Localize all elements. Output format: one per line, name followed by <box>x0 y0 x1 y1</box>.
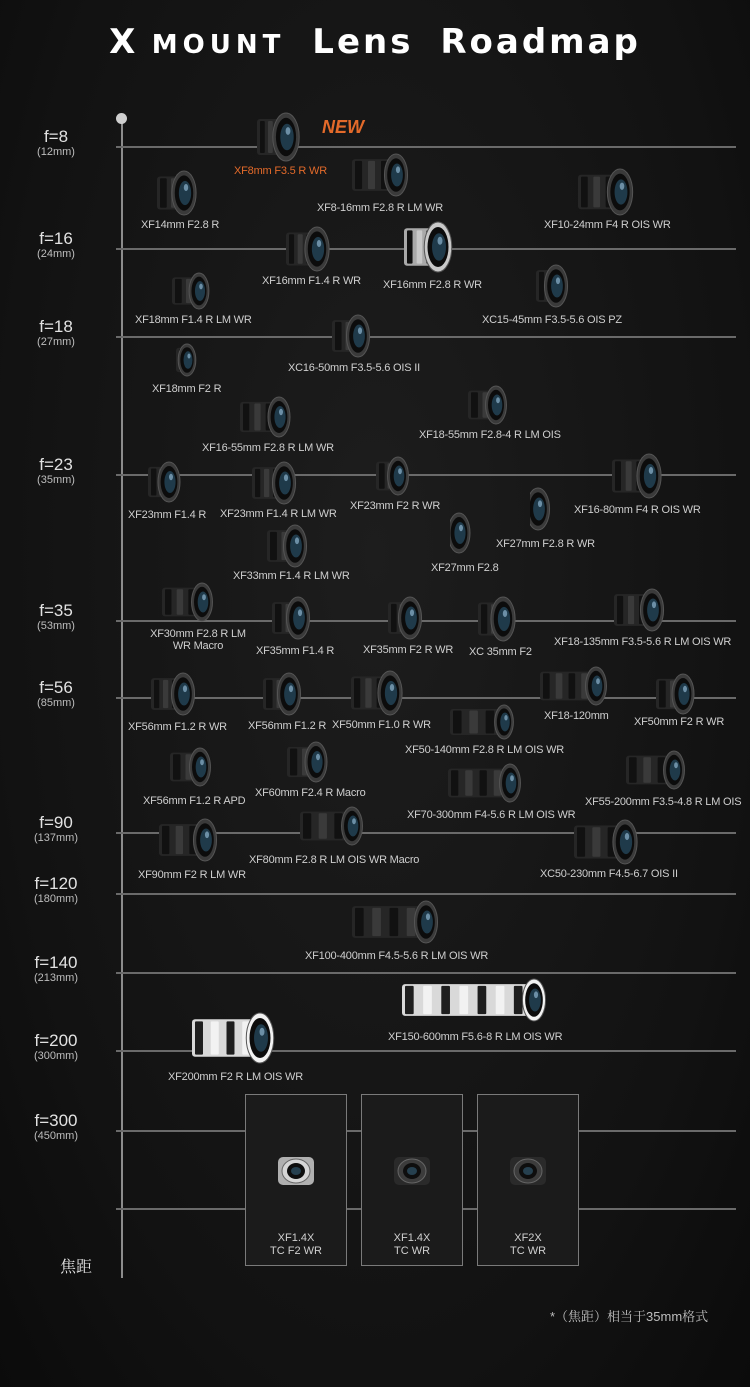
equivalent-mm-label: (213mm) <box>33 972 78 984</box>
lens-image <box>446 763 530 803</box>
lens-name-label: XF16mm F2.8 R WR <box>383 279 482 291</box>
focal-row-line <box>116 146 736 148</box>
lens-image <box>155 170 207 216</box>
equivalent-mm-label: (12mm) <box>37 146 75 158</box>
lens-image <box>265 524 317 568</box>
lens-name-label: XF70-300mm F4-5.6 R LM OIS WR <box>407 809 576 821</box>
focal-length-label: f=90 <box>39 813 73 832</box>
lens-name-label: XF90mm F2 R LM WR <box>138 869 246 881</box>
lens-image <box>298 806 372 846</box>
lens-name-label: XF35mm F1.4 R <box>256 645 335 657</box>
lens-image <box>448 704 522 740</box>
focal-length-label: f=18 <box>39 317 73 336</box>
title-lens: Lens <box>312 22 414 62</box>
focal-row-label <box>0 456 112 487</box>
lens-name-label: XF23mm F1.4 R LM WR <box>220 508 337 520</box>
focal-length-label: f=120 <box>34 874 78 893</box>
lens-name-label: XF200mm F2 R LM OIS WR <box>168 1071 303 1083</box>
lens-name-label: XF16-80mm F4 R OIS WR <box>574 504 701 516</box>
lens-image <box>612 588 674 632</box>
focal-row-label <box>0 1032 112 1063</box>
focal-row-label <box>0 679 112 710</box>
lens-name-label: XF8mm F3.5 R WR <box>234 165 327 177</box>
lens-image <box>534 264 578 308</box>
lens-image <box>624 750 694 790</box>
lens-image <box>374 456 418 496</box>
lens-image <box>654 673 704 715</box>
lens-image <box>400 978 556 1022</box>
lens-name-label: XF18-55mm F2.8-4 R LM OIS <box>419 429 561 441</box>
teleconverter-label-line2: TC WR <box>393 1245 431 1257</box>
equivalent-mm-label: (450mm) <box>33 1130 78 1142</box>
teleconverter-label-line2: TC WR <box>509 1245 547 1257</box>
axis-caption: 焦距 <box>60 1259 93 1276</box>
lens-image <box>250 461 306 505</box>
focal-row-label <box>0 814 112 845</box>
focal-row-label <box>0 602 112 633</box>
equivalent-mm-label: (300mm) <box>33 1050 78 1062</box>
lens-image <box>572 819 648 865</box>
focal-row-label <box>0 230 112 261</box>
lens-name-label: XF23mm F2 R WR <box>350 500 441 512</box>
lens-image <box>190 1012 286 1064</box>
lens-name-label: XF18mm F2 R <box>152 383 222 395</box>
lens-name-label: XF56mm F1.2 R <box>248 720 327 732</box>
focal-length-label: f=16 <box>39 229 73 248</box>
lens-name-label: XF16-55mm F2.8 R LM WR <box>202 442 334 454</box>
lens-name-label: XF8-16mm F2.8 R LM WR <box>317 202 443 214</box>
equivalent-mm-label: (137mm) <box>33 832 78 844</box>
lens-name-label: XF10-24mm F4 R OIS WR <box>544 219 671 231</box>
lens-image <box>149 672 205 716</box>
teleconverter-label-line1: XF1.4X <box>393 1232 431 1244</box>
new-badge: NEW <box>322 117 364 137</box>
focal-length-label: f=23 <box>39 455 73 474</box>
lens-name-label: XF60mm F2.4 R Macro <box>255 787 366 799</box>
teleconverter-image <box>274 1151 318 1191</box>
lens-name-label: XF50mm F2 R WR <box>634 716 725 728</box>
title-roadmap: Roadmap <box>440 22 641 62</box>
equivalent-mm-label: (27mm) <box>37 336 75 348</box>
lens-image <box>146 461 190 503</box>
lens-name-label: XF50mm F1.0 R WR <box>332 719 431 731</box>
lens-image <box>402 221 464 273</box>
teleconverter-label-line1: XF1.4X <box>277 1232 315 1244</box>
lens-image <box>538 666 616 706</box>
lens-name-label: XF18-120mm <box>544 710 609 722</box>
focal-row-label <box>0 1112 112 1143</box>
focal-row-line <box>116 697 736 699</box>
equivalent-mm-label: (180mm) <box>33 893 78 905</box>
focal-length-label: f=140 <box>34 953 78 972</box>
equivalent-mm-label: (85mm) <box>37 697 75 709</box>
lens-name-label: XC50-230mm F4.5-6.7 OIS II <box>540 868 678 880</box>
focal-row-label <box>0 318 112 349</box>
lens-image <box>350 153 418 197</box>
lens-name-label: XF80mm F2.8 R LM OIS WR Macro <box>249 854 420 866</box>
lens-image <box>476 596 526 642</box>
lens-name-label: XF27mm F2.8 R WR <box>496 538 595 550</box>
teleconverter-label-line2: TC F2 WR <box>270 1245 322 1257</box>
lens-image <box>261 672 311 716</box>
equivalent-mm-label: (35mm) <box>37 474 75 486</box>
focal-length-label: f=56 <box>39 678 73 697</box>
focal-length-label: f=200 <box>34 1031 78 1050</box>
lens-image <box>330 314 380 358</box>
lens-name-label: XF56mm F1.2 R WR <box>128 721 227 733</box>
footnote: *（焦距）相当于35mm格式 <box>550 1309 709 1324</box>
teleconverter-image <box>390 1151 434 1191</box>
focal-row-label <box>0 128 112 159</box>
lens-name-label: XF50-140mm F2.8 R LM OIS WR <box>405 744 565 756</box>
title-mount: MOUNT <box>151 30 286 60</box>
lens-name-label: XF23mm F1.4 R <box>128 509 207 521</box>
focal-length-label: f=35 <box>39 601 73 620</box>
lens-name-label: XF35mm F2 R WR <box>363 644 454 656</box>
teleconverter-label <box>478 1232 578 1258</box>
teleconverter-card <box>361 1094 463 1266</box>
lens-image <box>386 596 432 640</box>
lens-image <box>174 343 204 377</box>
lens-image <box>270 596 320 640</box>
lens-image <box>255 112 311 162</box>
teleconverter-card <box>477 1094 579 1266</box>
page-title <box>0 22 750 62</box>
teleconverter-label <box>246 1232 346 1258</box>
teleconverter-label <box>362 1232 462 1258</box>
lens-name-label: XC16-50mm F3.5-5.6 OIS II <box>288 362 420 374</box>
lens-name-label: XF18-135mm F3.5-5.6 R LM OIS WR <box>554 636 732 648</box>
lens-image <box>576 168 644 216</box>
lens-name-label: XF100-400mm F4.5-5.6 R LM OIS WR <box>305 950 489 962</box>
equivalent-mm-label: (53mm) <box>37 620 75 632</box>
focal-axis-origin-dot <box>116 113 127 124</box>
lens-name-label: XF18mm F1.4 R LM WR <box>135 314 252 326</box>
lens-name-label: XC 35mm F2 <box>469 646 532 658</box>
lens-name-label: XF56mm F1.2 R APD <box>143 795 246 807</box>
lens-name-label: XF55-200mm F3.5-4.8 R LM OIS <box>585 796 742 808</box>
lens-image <box>284 226 340 272</box>
lens-image <box>285 741 337 783</box>
lens-image <box>530 487 560 531</box>
lens-image <box>610 453 672 499</box>
focal-length-label: f=8 <box>43 127 69 146</box>
equivalent-mm-label: (24mm) <box>37 248 75 260</box>
teleconverter-image <box>506 1151 550 1191</box>
lens-image <box>238 396 300 438</box>
title-x: X <box>109 22 139 62</box>
focal-row-label <box>0 875 112 906</box>
lens-name-label: XF150-600mm F5.6-8 R LM OIS WR <box>388 1031 563 1043</box>
lens-name-label: XF30mm F2.8 R LM WR Macro <box>150 628 246 652</box>
focal-row-line <box>116 893 736 895</box>
lens-image <box>349 670 413 716</box>
lens-name-label: XF27mm F2.8 <box>431 562 499 574</box>
focal-row-label <box>0 954 112 985</box>
lens-image <box>160 582 222 622</box>
focal-length-label: f=300 <box>34 1111 78 1130</box>
lens-name-label: XF14mm F2.8 R <box>141 219 220 231</box>
lens-image <box>157 818 227 862</box>
lens-image <box>466 385 516 425</box>
lens-name-label: XF16mm F1.4 R WR <box>262 275 361 287</box>
lens-image <box>450 512 480 554</box>
lens-image <box>170 272 218 310</box>
teleconverter-label-line1: XF2X <box>514 1232 542 1244</box>
focal-row-line <box>116 336 736 338</box>
teleconverter-card <box>245 1094 347 1266</box>
lens-image <box>168 747 220 787</box>
lens-image <box>350 900 448 944</box>
lens-name-label: XF33mm F1.4 R LM WR <box>233 570 350 582</box>
focal-row-line <box>116 972 736 974</box>
lens-name-label: XC15-45mm F3.5-5.6 OIS PZ <box>482 314 622 326</box>
